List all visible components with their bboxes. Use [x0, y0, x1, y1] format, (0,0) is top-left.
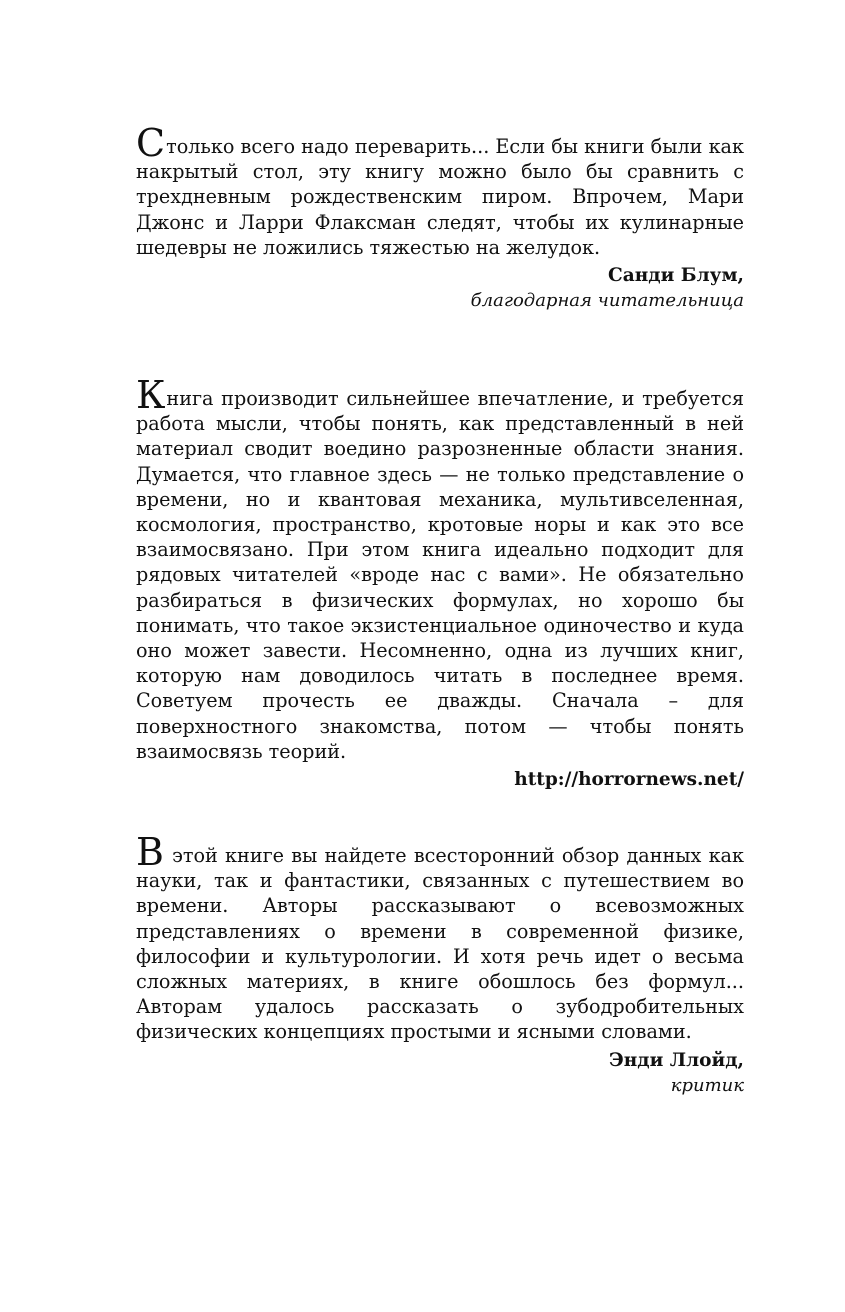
review-3-author: Энди Ллойд, — [609, 1049, 744, 1071]
review-3 — [136, 830, 744, 1098]
review-1-author: Санди Блум, — [608, 264, 744, 286]
review-1-role: благодарная читательница — [470, 289, 744, 311]
review-3-body: этой книге вы найдете всесторонний обзор данных как науки, так и фантастики, связанных с путешествием во времени. Авторы рассказывают о всевозможных представлениях о времени в современной физике, философии и культурологии. И хотя речь идет о весьма сложных материях, в книге обошлось без формул... Авторам удалось рассказать о зубодробительных физических концепциях простыми и ясными словами. — [136, 843, 744, 1044]
review-1 — [136, 121, 744, 313]
review-2-source: http://horrornews.net/ — [514, 769, 744, 791]
review-2-attribution — [136, 767, 744, 792]
review-3-role: критик — [670, 1074, 744, 1096]
review-1-body: только всего надо переварить... Если бы книги были как накрытый стол, эту книгу можно было бы сравнить с трехдневным рождественским пиром. Впрочем, Мари Джонс и Ларри Флаксман следят, чтобы их кулинарные шедевры не ложились тяжестью на желудок. — [136, 134, 744, 259]
review-1-text — [136, 121, 744, 260]
review-2 — [136, 373, 744, 792]
review-3-attribution — [136, 1048, 744, 1098]
review-1-dropcap: С — [136, 121, 166, 165]
review-3-dropcap: В — [136, 830, 164, 874]
review-2-text — [136, 373, 744, 764]
review-2-dropcap: К — [136, 373, 166, 417]
review-1-attribution — [136, 263, 744, 313]
review-3-text — [136, 830, 744, 1045]
review-2-body: нига производит сильнейшее впечатление, и требуется работа мысли, чтобы понять, как представленный в ней материал сводит воедино разрозненные области знания. Думается, что главное здесь — не только представление о времени, но и квантовая механика, мультивселенная, космология, пространство, кротовые норы и как это все взаимосвязано. При этом книга идеально подходит для рядовых читателей «вроде нас с вами». Не обязательно разбираться в физических формулах, но хорошо бы понимать, что такое экзистенциальное одиночество и куда оно может завести. Несомненно, одна из лучших книг, которую нам доводилось читать в последнее время. Советуем прочесть ее дважды. Сначала – для поверхностного знакомства, потом — чтобы понять взаимосвязь теорий. — [136, 386, 744, 763]
